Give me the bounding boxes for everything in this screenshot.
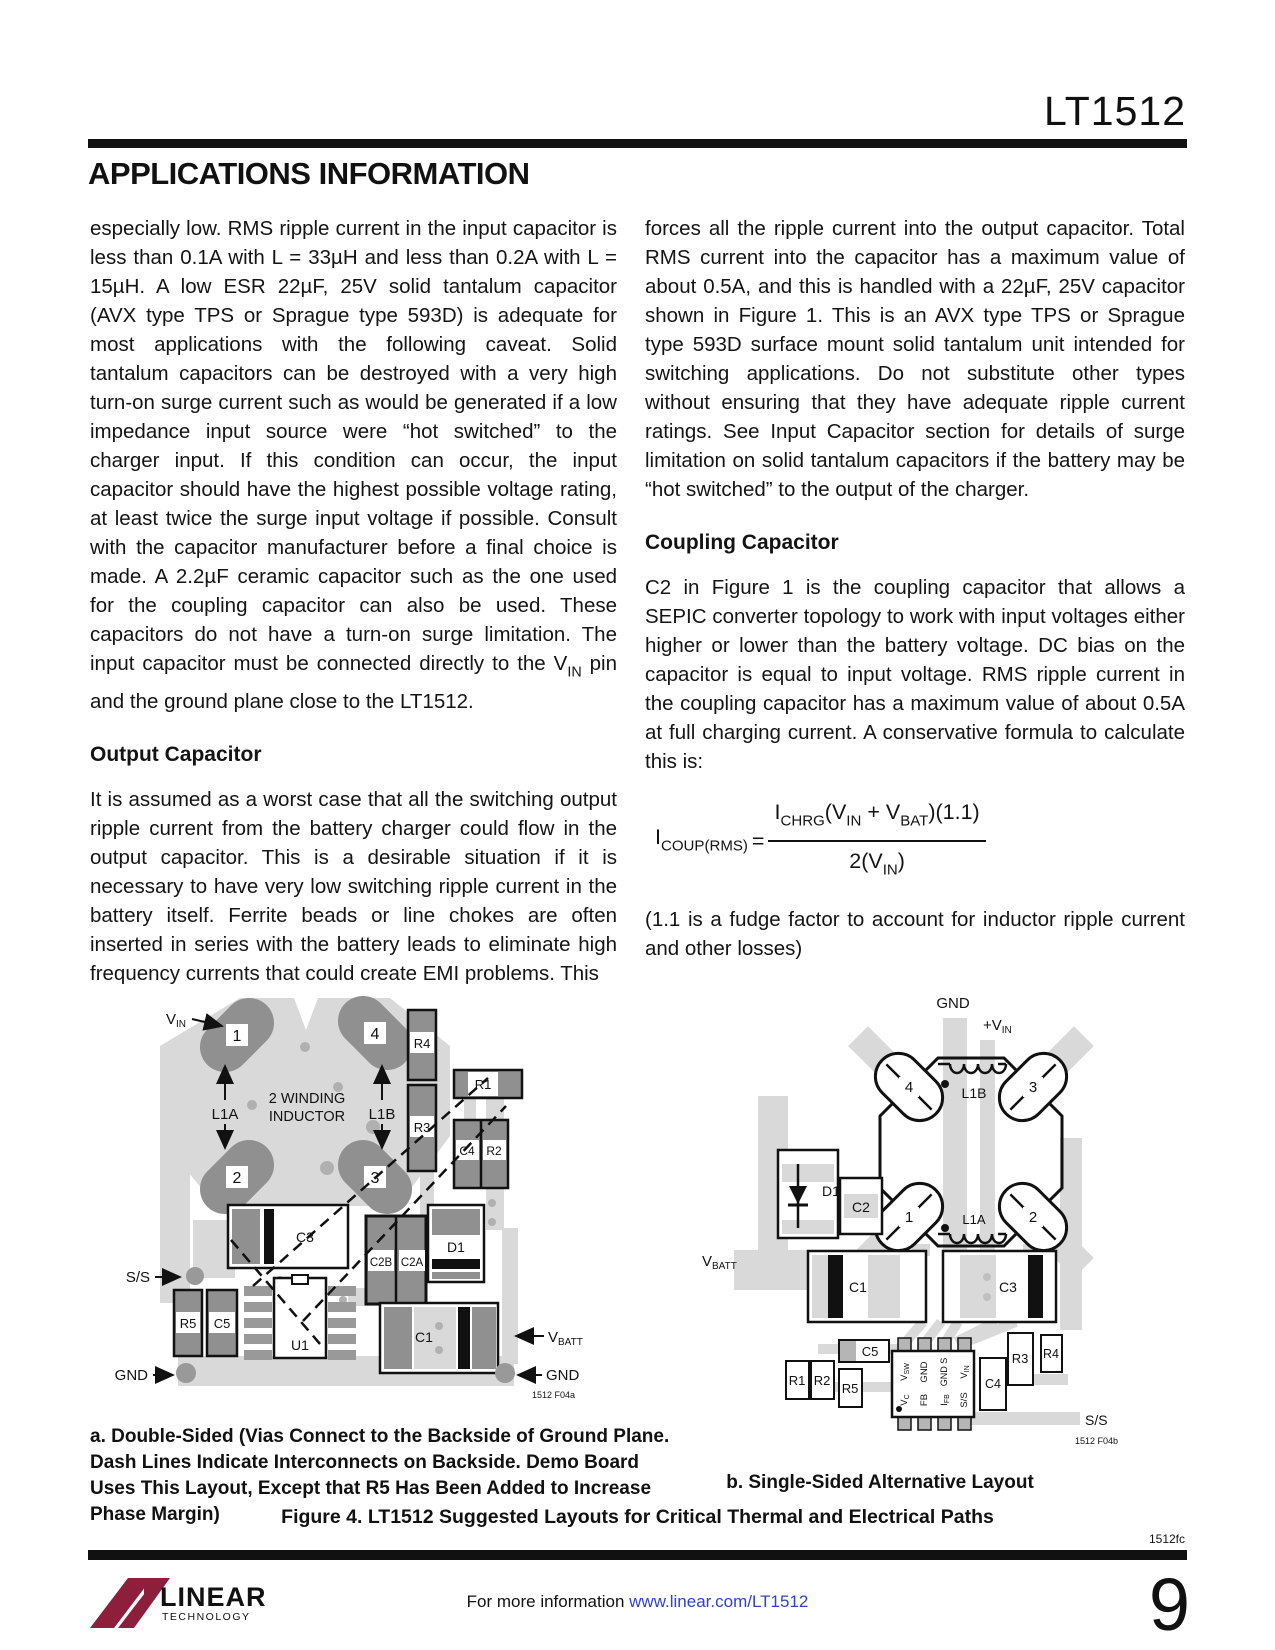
component-r5	[174, 1290, 202, 1356]
page-number: 9	[1148, 1563, 1190, 1646]
svg-text:D1: D1	[447, 1239, 465, 1255]
svg-text:IFB: $I_{FB}$	[939, 1394, 951, 1406]
svg-text:C4: C4	[459, 1144, 475, 1158]
ss-label: S/S	[1085, 1412, 1108, 1428]
formula-numerator: $I_{CHRG}(V_{IN} + V_{BAT})(1.1)$	[768, 798, 985, 842]
svg-text:C2A: C2A	[400, 1257, 424, 1269]
svg-text:GND S: GND S	[939, 1357, 949, 1387]
gnd-left-label: GND	[114, 1367, 148, 1384]
figure-a-note: 1512 F04a	[532, 1390, 576, 1400]
svg-text:3: 3	[370, 1170, 380, 1187]
ic-u1	[274, 1275, 326, 1358]
right-column	[645, 214, 1185, 963]
svg-text:C3: C3	[296, 1229, 314, 1245]
component-r4	[408, 1010, 436, 1080]
winding-label-2: INDUCTOR	[268, 1109, 346, 1125]
svg-text:R5: R5	[841, 1381, 859, 1396]
svg-text:R2: R2	[486, 1144, 502, 1158]
svg-text:+: +	[830, 1279, 840, 1296]
l1b-label: L1B	[961, 1085, 987, 1101]
component-d1	[778, 1150, 840, 1238]
linear-technology-logo	[88, 1572, 288, 1638]
component-c2	[840, 1178, 882, 1234]
svg-text:C2: C2	[852, 1199, 870, 1215]
svg-text:C5: C5	[213, 1316, 231, 1331]
svg-text:D1: D1	[822, 1183, 840, 1199]
component-c1	[808, 1251, 926, 1322]
svg-text:R3: R3	[1011, 1351, 1029, 1366]
svg-text:1: 1	[904, 1209, 914, 1226]
heading-coupling-capacitor: Coupling Capacitor	[645, 531, 839, 554]
svg-text:U1: U1	[291, 1337, 309, 1353]
component-c2b-c2a	[366, 1216, 426, 1304]
component-r1	[786, 1361, 809, 1399]
l1b-label: L1B	[368, 1106, 396, 1123]
svg-text:2: 2	[232, 1170, 242, 1187]
component-c4-r2	[454, 1120, 508, 1188]
caption-figure-b: b. Single-Sided Alternative Layout	[726, 1472, 1034, 1493]
svg-text:C1: C1	[849, 1279, 867, 1295]
formula-fraction	[768, 798, 985, 885]
gnd-right-pad	[495, 1363, 515, 1383]
component-c1	[380, 1303, 498, 1373]
l1a-dot	[941, 1224, 949, 1232]
paragraph-input-capacitor: especially low. RMS ripple current in the input capacitor is less than 0.1A with L = 33µH and less than 0.2A with L = 15µH. A low ESR 22µF, 25V solid tantalum capacitor (AVX type TPS or Sprague type 593D) is adequate for most applications with the following caveat. Solid tantalum capacitors can be destroyed with a very high turn-on surge current such as would be generated if a low impedance input source were “hot switched” to the charger input. If this condition can occur, the input capacitor should have the highest possible voltage rating, at least twice the surge input voltage if possible. Consult with the capacitor manufacturer before a final choice is made. A 2.2µF ceramic capacitor such as the one used for the coupling capacitor can also be used. These capacitors do not have a turn-on surge limitation. The input capacitor must be connected directly to the $V_{IN}$ pin and the ground plane close to the LT1512.	[90, 217, 617, 714]
gnd-left-pad	[176, 1363, 196, 1383]
svg-text:4: 4	[370, 1026, 380, 1043]
paragraph-output-capacitor: It is assumed as a worst case that all the switching output ripple current from the battery charger could flow in the output capacitor. This is a desirable situation if it is necessary to have very low switching ripple current in the battery itself. Ferrite beads or line chokes are often inserted in series with the battery leads to eliminate high frequency currents that could create EMI problems. This	[90, 788, 617, 986]
svg-text:R5: R5	[179, 1316, 197, 1331]
l1a-label: L1A	[962, 1212, 986, 1227]
svg-text:R4: R4	[1043, 1347, 1059, 1361]
gnd-right-label: GND	[546, 1367, 580, 1384]
l1a-label: L1A	[211, 1106, 239, 1123]
component-c5	[839, 1340, 889, 1362]
figure-4-caption: Figure 4. LT1512 Suggested Layouts for Critical Thermal and Electrical Paths	[281, 1506, 994, 1528]
svg-text:4: 4	[904, 1079, 914, 1096]
svg-text:3: 3	[1028, 1079, 1038, 1096]
svg-text:R1: R1	[474, 1077, 492, 1092]
svg-text:C3: C3	[999, 1279, 1017, 1295]
part-number: LT1512	[1043, 88, 1186, 134]
component-r3	[1008, 1333, 1033, 1385]
figure-b-note: 1512 F04b	[1075, 1436, 1119, 1446]
svg-text:C1: C1	[415, 1329, 433, 1345]
component-r1	[454, 1070, 522, 1098]
doc-code: 1512fc	[1148, 1532, 1185, 1546]
winding-label: 2 WINDING	[268, 1091, 346, 1107]
component-c4	[980, 1358, 1006, 1410]
vin-label: $V_{IN}$	[165, 1011, 186, 1030]
svg-text:R4: R4	[413, 1036, 431, 1051]
logo-sub: TECHNOLOGY	[162, 1611, 251, 1623]
paragraph-output-cap-cont: forces all the ripple current into the output capacitor. Total RMS current into the capacitor has a maximum value of about 0.5A, and this is handled with a 22µF, 25V capacitor shown in Figure 1. This is an AVX type TPS or Sprague type 593D surface mount solid tantalum unit intended for switching applications. Do not substitute other types without ensuring that they have adequate ripple current ratings. See Input Capacitor section for details of surge limitation on solid tantalum capacitors if the battery may be “hot switched” to the output of the charger.	[645, 217, 1185, 501]
linear-website-link[interactable]: www.linear.com/LT1512	[629, 1592, 809, 1611]
component-c3	[943, 1251, 1056, 1322]
svg-text:C2B: C2B	[369, 1257, 393, 1269]
figure-b-layout	[698, 988, 1198, 1458]
svg-text:GND: GND	[919, 1361, 930, 1383]
left-column	[90, 214, 617, 988]
vin-subscript: IN	[567, 664, 582, 681]
logo-name: LINEAR	[160, 1582, 267, 1612]
svg-text:R1: R1	[788, 1373, 806, 1388]
vin-label: $+V_{IN}$	[983, 1017, 1012, 1036]
l1b-dot	[941, 1080, 949, 1088]
formula-denominator: $2(V_{IN})$	[849, 849, 905, 879]
svg-text:VIN: $V_{IN}$	[959, 1365, 971, 1379]
paragraph-coupling-capacitor: C2 in Figure 1 is the coupling capacitor that allows a SEPIC converter topology to work with input voltages either higher or lower than the battery voltage. DC bias on the capacitor is equal to input voltage. RMS ripple current in the coupling capacitor has a maximum value of about 0.5A at full charging current. A conservative formula to calculate this is:	[645, 576, 1185, 773]
vbatt-label: $V_{BATT}$	[548, 1329, 583, 1348]
component-d1	[428, 1205, 484, 1282]
section-title: APPLICATIONS INFORMATION	[88, 156, 530, 191]
ss-label: S/S	[125, 1269, 150, 1286]
component-c5	[207, 1290, 237, 1356]
gnd-label: GND	[936, 995, 970, 1012]
paragraph-fudge-factor: (1.1 is a fudge factor to account for inductor ripple current and other losses)	[645, 907, 1185, 960]
header-rule	[88, 139, 1187, 148]
ic-lt1512	[892, 1351, 974, 1417]
svg-text:+: +	[1030, 1279, 1040, 1296]
svg-text:C4: C4	[985, 1377, 1001, 1391]
svg-text:VSW: $V_{SW}$	[899, 1363, 911, 1381]
formula-lhs: $I_{COUP(RMS)}$	[655, 824, 748, 855]
coupling-current-formula: $I_{COUP(RMS)}$ = $\frac{I_{CHRG}(V_{IN} + V_{BAT})(1.1)}{2(V_{IN})}$	[655, 798, 1185, 885]
svg-text:C5: C5	[861, 1344, 879, 1359]
footer-info: For more information www.linear.com/LT1512	[466, 1592, 809, 1611]
vbatt-label: $V_{BATT}$	[702, 1253, 737, 1272]
svg-text:VC: $V_C$	[899, 1394, 911, 1406]
svg-text:R2: R2	[813, 1373, 831, 1388]
figure-a-layout	[98, 988, 618, 1408]
heading-output-capacitor: Output Capacitor	[90, 743, 262, 767]
svg-text:R3: R3	[413, 1120, 431, 1135]
component-r5	[839, 1369, 862, 1407]
component-r4	[1041, 1335, 1062, 1372]
caption-figure-a: a. Double-Sided (Vias Connect to the Backside of Ground Plane. Dash Lines Indicate Interconnects on Backside. Demo Board Uses This Layout, Except that R5 Has Been Added to Increase Phase Margin)	[90, 1426, 670, 1525]
footer-rule	[88, 1550, 1187, 1560]
component-r2	[811, 1361, 834, 1399]
svg-text:2: 2	[1028, 1209, 1038, 1226]
svg-text:S/S: S/S	[959, 1392, 970, 1408]
svg-text:1: 1	[232, 1028, 242, 1045]
ss-pad	[186, 1267, 204, 1285]
svg-text:FB: FB	[919, 1393, 930, 1407]
